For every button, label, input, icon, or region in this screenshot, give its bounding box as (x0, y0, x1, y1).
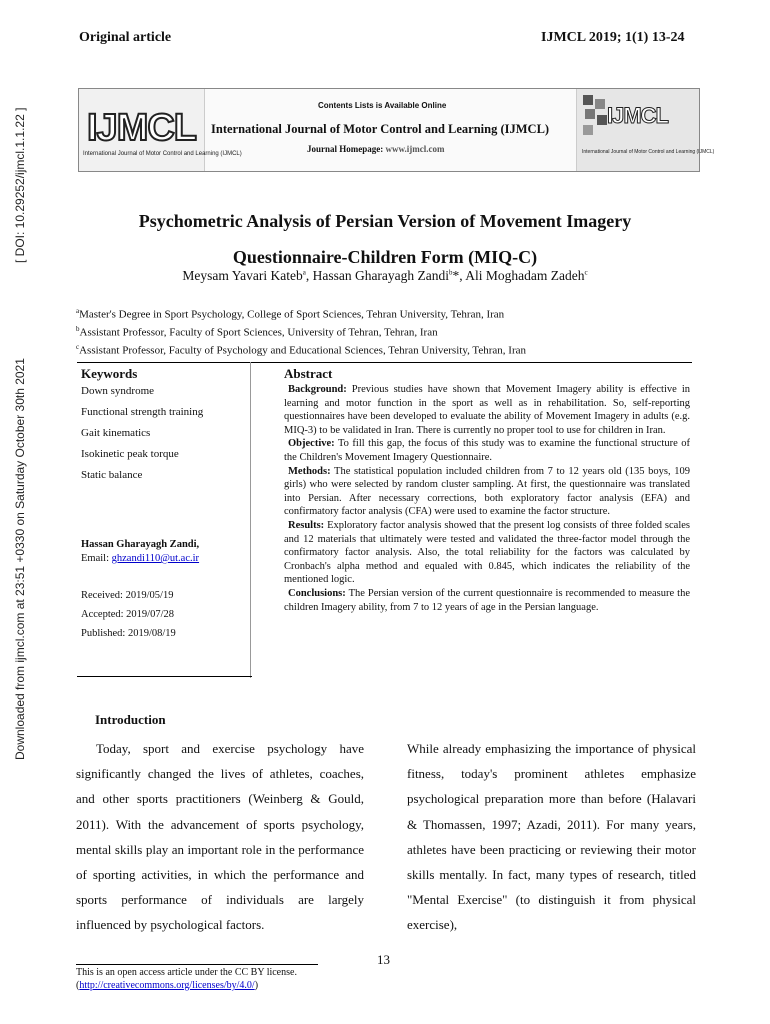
affiliation-sup: a (76, 307, 80, 315)
divider (77, 362, 692, 363)
logo-text: IJMCL (607, 103, 668, 128)
abstract-results (284, 519, 690, 587)
keyword: Static balance (81, 469, 143, 481)
affiliation-sup: b (76, 325, 80, 334)
logo-text: IJMCL (87, 107, 196, 149)
received-date: Received: 2019/05/19 (81, 590, 174, 601)
paren: ( (76, 980, 80, 991)
section-label: Results: (288, 519, 325, 531)
author: Meysam Yavari Kateb (182, 268, 303, 283)
section-text: Exploratory factor analysis showed that the present log consists of three folded scales and 12 materials that ultimately were tested and validated the three-factor model through the confirmatory factor analysis. Also, the total reliability for the factors was calculated by Cronbach's alpha method and equaled with 0.845, which indicates the reliability of the mentioned logic. (284, 519, 690, 586)
abstract-methods (284, 465, 690, 519)
author-sup: b (449, 268, 453, 277)
affiliation-text: Assistant Professor, Faculty of Psychology and Educational Sciences, Tehran University, Tehran, Iran (79, 344, 526, 357)
doi-margin-text[interactable]: [ DOI: 10.29252/ijmcl.1.1.22 ] (13, 107, 27, 263)
license-link-line (76, 980, 258, 991)
affiliations (76, 304, 526, 358)
affiliation-sup: c (76, 343, 80, 352)
journal-banner (78, 88, 715, 172)
corresponding-mark: * (452, 268, 460, 283)
cube-graphic (597, 115, 607, 125)
affiliation (76, 322, 526, 340)
journal-title: International Journal of Motor Control and Learning (IJMCL) (211, 122, 550, 136)
page-number: 13 (377, 952, 390, 967)
license-link[interactable]: http://creativecommons.org/licenses/by/4.0/ (79, 980, 255, 991)
published-date: Published: 2019/08/19 (81, 628, 176, 639)
keyword: Gait kinematics (81, 427, 151, 439)
section-text: The Persian version of the current questionnaire is recommended to measure the children Imagery ability, from 7 to 12 years of age in the Persian language. (284, 587, 690, 613)
section-label: Background: (288, 384, 347, 395)
section-text: The statistical population included children from 7 to 12 years old (135 boys, 109 girls) who were selected by random cluster sampling. At first, the questionnaire was translated into Persian. After necessary corrections, both exploratory factor analysis (EFA) and confirmatory factor analysis (CFA) were used to examine the factor structure. (284, 465, 690, 518)
cube-graphic (585, 109, 595, 119)
cube-graphic (583, 95, 593, 105)
keyword: Isokinetic peak torque (81, 448, 179, 460)
email-link[interactable]: ghzandi110@ut.ac.ir (111, 553, 200, 564)
paren: ) (254, 980, 259, 991)
article-title (80, 203, 690, 275)
journal-logo-right (576, 89, 715, 171)
divider (250, 362, 251, 678)
affiliation-text: Assistant Professor, Faculty of Sport Sciences, University of Tehran, Tehran, Iran (79, 326, 438, 339)
author-list (80, 268, 690, 284)
abstract-conclusions (284, 587, 690, 614)
corresponding-author-name: Hassan Gharayagh Zandi (81, 539, 197, 550)
keywords-heading: Keywords (81, 366, 138, 381)
affiliation (76, 304, 526, 322)
section-label: Conclusions: (288, 587, 346, 599)
section-label: Methods: (288, 465, 331, 477)
body-column-right (407, 736, 696, 938)
abstract-background (284, 383, 690, 437)
keyword: Down syndrome (81, 385, 155, 397)
cube-graphic (595, 99, 605, 109)
logo-caption: International Journal of Motor Control and Learning (IJMCL) (83, 151, 242, 157)
journal-homepage (307, 144, 444, 154)
email-label: Email: (81, 553, 112, 564)
paragraph: Today, sport and exercise psychology have significantly changed the lives of athletes, coaches, and other sports practitioners (Weinberg & Gould, 2011). With the advancement of sports psychology, mental skills play an important role in the performance of sporting activities, in which the performance and sports performance of individuals are largely influenced by psychological factors. (76, 741, 364, 933)
license-text: This is an open access article under the CC BY license. (76, 967, 297, 978)
keyword: Functional strength training (81, 406, 204, 418)
abstract-objective (284, 437, 690, 464)
name-suffix: , (196, 539, 200, 550)
journal-logo-left (79, 89, 242, 171)
accepted-date: Accepted: 2019/07/28 (81, 609, 175, 620)
homepage-link[interactable]: www.ijmcl.com (385, 144, 445, 154)
affiliation-text: Master's Degree in Sport Psychology, College of Sport Sciences, Tehran University, Tehran, Iran (79, 308, 505, 321)
logo-caption: International Journal of Motor Control and Learning (IJMCL) (582, 149, 715, 155)
journal-citation: IJMCL 2019; 1(1) 13-24 (541, 30, 685, 45)
section-text: To fill this gap, the focus of this study was to examine the functional structure of the Children's Movement Imagery Questionnaire. (284, 438, 690, 463)
title-line: Psychometric Analysis of Persian Version of Movement Imagery (138, 211, 632, 231)
corresponding-email (81, 553, 199, 564)
cube-graphic (583, 125, 593, 135)
contents-available: Contents Lists is Available Online (318, 101, 447, 110)
divider (77, 676, 252, 677)
footnote-rule (76, 964, 318, 965)
download-stamp: Downloaded from ijmcl.com at 23:51 +0330 on Saturday October 30th 2021 (13, 358, 27, 760)
title-line: Questionnaire-Children Form (MIQ-C) (232, 247, 538, 267)
abstract-body (284, 383, 690, 614)
paragraph: While already emphasizing the importance of physical fitness, today's prominent athletes emphasize psychological preparation more than before (Halavari & Thomassen, 1997; Azadi, 2011). For many years, athletes have been practicing or reviewing their motor skills mentally. In fact, many types of research, titled "Mental Exercise" (to distinguish it from physical exercise), (407, 741, 696, 933)
section-text: Previous studies have shown that Movement Imagery ability is effective in learning and motor function in the sport as well as in rehabilitation. So, self-reporting questionnaires have been developed to evaluate the ability of Movement Imagery in adults (e.g. MIQ-3) to be validated in Iran. There is currently no proper tool to use for children in Iran. (284, 384, 690, 436)
author-sup: a (302, 268, 306, 277)
homepage-label: Journal Homepage: (307, 144, 384, 154)
corresponding-author (81, 539, 199, 550)
abstract-heading: Abstract (284, 366, 333, 381)
section-label: Objective: (288, 438, 335, 450)
author-sup: c (584, 268, 588, 277)
introduction-heading: Introduction (95, 712, 166, 727)
author: , Ali Moghadam Zadeh (459, 268, 585, 283)
body-column-left (76, 736, 364, 938)
affiliation (76, 340, 526, 358)
article-type: Original article (79, 30, 172, 45)
author: , Hassan Gharayagh Zandi (305, 268, 450, 283)
